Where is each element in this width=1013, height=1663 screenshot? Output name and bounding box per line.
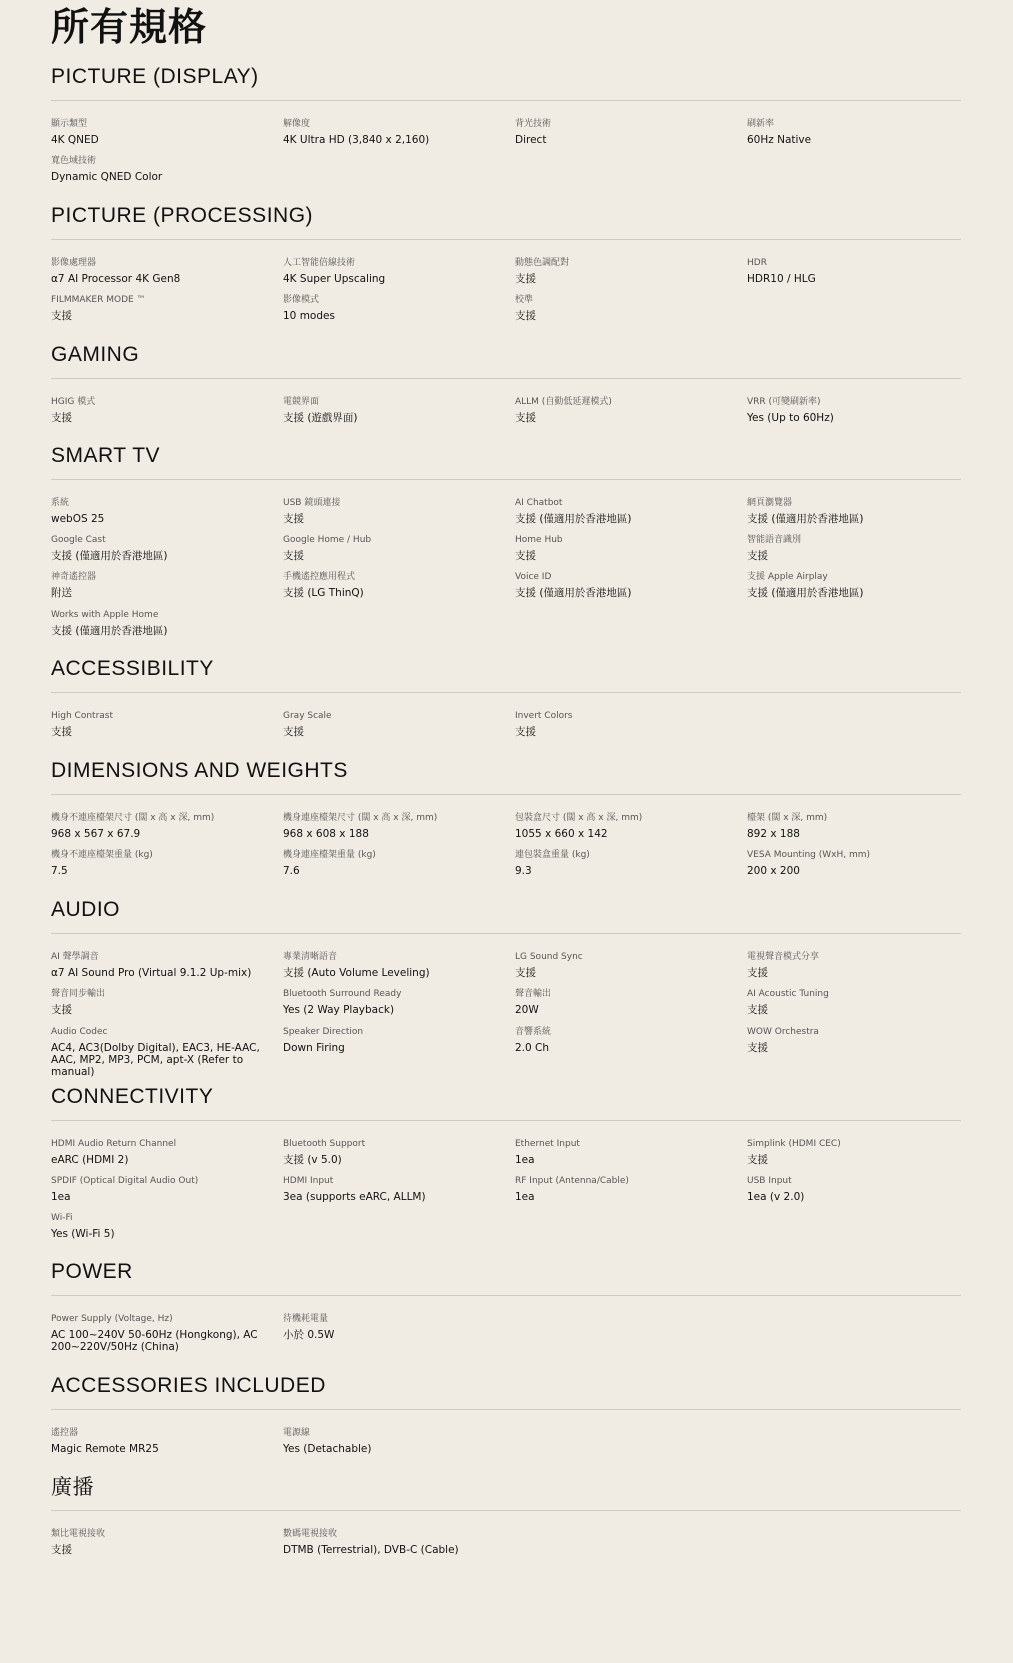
spec-label: VESA Mounting (WxH, mm) bbox=[747, 850, 870, 860]
spec-item bbox=[283, 988, 505, 1016]
section-title: AUDIO bbox=[51, 898, 121, 921]
spec-label: Bluetooth Surround Ready bbox=[283, 989, 402, 999]
spec-item bbox=[747, 1175, 969, 1203]
spec-value: 支援 bbox=[515, 550, 536, 562]
spec-label: 遙控器 bbox=[51, 1428, 79, 1438]
page-title: 所有規格 bbox=[51, 5, 208, 49]
spec-item bbox=[51, 1528, 273, 1556]
spec-item bbox=[283, 257, 505, 285]
spec-value: 4K Ultra HD (3,840 x 2,160) bbox=[283, 134, 430, 146]
spec-value: DTMB (Terrestrial), DVB-C (Cable) bbox=[283, 1544, 459, 1556]
section-title: SMART TV bbox=[51, 444, 161, 467]
spec-item bbox=[283, 534, 505, 562]
spec-item bbox=[51, 1427, 273, 1455]
section-smart-tv bbox=[51, 443, 961, 637]
section-title: CONNECTIVITY bbox=[51, 1085, 214, 1108]
spec-item bbox=[747, 396, 969, 424]
spec-label: Works with Apple Home bbox=[51, 610, 159, 620]
spec-value: 4K Super Upscaling bbox=[283, 273, 386, 285]
spec-label: Invert Colors bbox=[515, 711, 573, 721]
spec-label: High Contrast bbox=[51, 711, 114, 721]
spec-value: α7 AI Sound Pro (Virtual 9.1.2 Up-mix) bbox=[51, 967, 252, 979]
spec-value: 1ea (v 2.0) bbox=[747, 1191, 805, 1203]
spec-label: HDMI Input bbox=[283, 1176, 334, 1186]
spec-label: 電視聲音模式分享 bbox=[747, 952, 820, 962]
spec-label: Gray Scale bbox=[283, 711, 332, 721]
spec-item bbox=[283, 118, 505, 146]
spec-item bbox=[51, 988, 273, 1016]
spec-value: 7.5 bbox=[51, 865, 68, 877]
spec-value: 60Hz Native bbox=[747, 134, 812, 146]
spec-value: Yes (2 Way Playback) bbox=[283, 1004, 395, 1016]
spec-value: 7.6 bbox=[283, 865, 300, 877]
spec-item bbox=[515, 812, 737, 840]
spec-label: LG Sound Sync bbox=[515, 952, 583, 962]
spec-item bbox=[51, 849, 273, 877]
spec-label: 神奇遙控器 bbox=[51, 572, 97, 582]
spec-item bbox=[515, 257, 737, 285]
spec-label: ALLM (自動低延遲模式) bbox=[515, 397, 612, 407]
spec-item bbox=[515, 534, 737, 562]
spec-item bbox=[51, 1212, 273, 1240]
spec-label: 智能語音識別 bbox=[747, 535, 802, 545]
spec-value: 200 x 200 bbox=[747, 865, 800, 877]
spec-item bbox=[515, 710, 737, 738]
spec-label: 背光技術 bbox=[515, 119, 552, 129]
spec-label: 機身不連座檯架重量 (kg) bbox=[51, 850, 153, 860]
spec-label: Ethernet Input bbox=[515, 1139, 580, 1149]
spec-value: AC4, AC3(Dolby Digital), EAC3, HE-AAC, AAC, MP2, MP3, PCM, apt-X (Refer to manual) bbox=[51, 1042, 260, 1078]
section-divider bbox=[51, 479, 961, 480]
spec-value: 支援 bbox=[51, 310, 72, 322]
spec-value: 支援 (僅適用於香港地區) bbox=[747, 587, 864, 599]
spec-item bbox=[747, 988, 969, 1016]
spec-value: 支援 (僅適用於香港地區) bbox=[515, 513, 632, 525]
spec-item bbox=[51, 571, 273, 599]
spec-item bbox=[283, 396, 505, 424]
spec-value: 9.3 bbox=[515, 865, 532, 877]
spec-item bbox=[747, 849, 969, 877]
spec-value: Magic Remote MR25 bbox=[51, 1443, 159, 1455]
spec-item bbox=[515, 951, 737, 979]
spec-item bbox=[51, 1175, 273, 1203]
spec-label: 顯示類型 bbox=[51, 119, 88, 129]
spec-value: 支援 bbox=[515, 726, 536, 738]
spec-label: 手機遙控應用程式 bbox=[283, 572, 356, 582]
spec-item bbox=[283, 1427, 505, 1455]
spec-item bbox=[515, 294, 737, 322]
spec-label: USB Input bbox=[747, 1176, 792, 1186]
section-廣播 bbox=[51, 1474, 961, 1556]
spec-value: α7 AI Processor 4K Gen8 bbox=[51, 273, 181, 285]
spec-label: AI Acoustic Tuning bbox=[747, 989, 829, 999]
spec-item bbox=[515, 497, 737, 525]
spec-label: Speaker Direction bbox=[283, 1027, 364, 1037]
spec-label: Home Hub bbox=[515, 535, 563, 545]
section-divider bbox=[51, 794, 961, 795]
spec-value: 3ea (supports eARC, ALLM) bbox=[283, 1191, 426, 1203]
spec-item bbox=[515, 571, 737, 599]
section-divider bbox=[51, 1120, 961, 1121]
spec-label: 校準 bbox=[515, 295, 534, 305]
spec-value: 支援 bbox=[747, 550, 768, 562]
spec-label: 機身連座檯架尺寸 (闊 x 高 x 深, mm) bbox=[283, 813, 438, 823]
spec-label: FILMMAKER MODE ™ bbox=[51, 295, 146, 305]
spec-value: 支援 bbox=[515, 273, 536, 285]
spec-label: 解像度 bbox=[283, 119, 311, 129]
spec-value: 支援 (僅適用於香港地區) bbox=[51, 625, 168, 637]
section-title: GAMING bbox=[51, 343, 140, 366]
spec-label: 電源線 bbox=[283, 1428, 311, 1438]
spec-item bbox=[51, 497, 273, 525]
spec-item bbox=[51, 294, 273, 322]
section-dimensions-and-weights bbox=[51, 758, 961, 877]
spec-value: Yes (Wi-Fi 5) bbox=[51, 1228, 115, 1240]
section-divider bbox=[51, 378, 961, 379]
section-title: PICTURE (DISPLAY) bbox=[51, 65, 259, 88]
spec-item bbox=[747, 118, 969, 146]
section-audio bbox=[51, 897, 961, 1078]
spec-label: Google Home / Hub bbox=[283, 535, 372, 545]
spec-value: 支援 bbox=[515, 310, 536, 322]
spec-label: 網頁瀏覽器 bbox=[747, 498, 793, 508]
spec-item bbox=[747, 497, 969, 525]
spec-item bbox=[51, 1026, 273, 1078]
spec-label: HDMI Audio Return Channel bbox=[51, 1139, 177, 1149]
spec-item bbox=[515, 1026, 737, 1054]
spec-value: 支援 bbox=[283, 513, 304, 525]
section-title: ACCESSORIES INCLUDED bbox=[51, 1374, 326, 1397]
section-divider bbox=[51, 1510, 961, 1511]
spec-label: VRR (可變刷新率) bbox=[747, 397, 821, 407]
spec-label: 類比電視接收 bbox=[51, 1529, 106, 1539]
spec-label: 支援 Apple Airplay bbox=[747, 572, 828, 582]
spec-label: 寬色域技術 bbox=[51, 156, 97, 166]
spec-label: 檯架 (闊 x 深, mm) bbox=[747, 813, 828, 823]
spec-item bbox=[283, 710, 505, 738]
spec-value: 892 x 188 bbox=[747, 828, 800, 840]
spec-value: 支援 bbox=[283, 726, 304, 738]
section-title: 廣播 bbox=[51, 1475, 94, 1499]
spec-value: 支援 (v 5.0) bbox=[283, 1154, 342, 1166]
spec-value: 支援 bbox=[747, 1004, 768, 1016]
spec-value: 968 x 608 x 188 bbox=[283, 828, 369, 840]
spec-value: 支援 bbox=[747, 1042, 768, 1054]
spec-label: AI 聲學調音 bbox=[51, 952, 99, 962]
spec-value: 1ea bbox=[51, 1191, 71, 1203]
spec-label: Audio Codec bbox=[51, 1027, 108, 1037]
section-title: POWER bbox=[51, 1260, 133, 1283]
spec-value: Dynamic QNED Color bbox=[51, 171, 163, 183]
spec-label: 包裝盒尺寸 (闊 x 高 x 深, mm) bbox=[515, 813, 643, 823]
spec-value: 支援 (Auto Volume Leveling) bbox=[283, 967, 430, 979]
spec-item bbox=[747, 534, 969, 562]
spec-item bbox=[51, 710, 273, 738]
spec-item bbox=[747, 1026, 969, 1054]
spec-value: Down Firing bbox=[283, 1042, 345, 1054]
spec-label: 連包裝盒重量 (kg) bbox=[515, 850, 590, 860]
spec-item bbox=[515, 1138, 737, 1166]
spec-label: WOW Orchestra bbox=[747, 1027, 819, 1037]
spec-label: 數碼電視接收 bbox=[283, 1529, 338, 1539]
spec-item bbox=[515, 118, 737, 146]
section-divider bbox=[51, 1295, 961, 1296]
spec-item bbox=[51, 609, 273, 637]
spec-item bbox=[51, 534, 273, 562]
spec-label: 人工智能倍線技術 bbox=[283, 258, 356, 268]
spec-value: HDR10 / HLG bbox=[747, 273, 816, 285]
section-divider bbox=[51, 100, 961, 101]
section-title: ACCESSIBILITY bbox=[51, 657, 214, 680]
section-divider bbox=[51, 933, 961, 934]
spec-item bbox=[283, 294, 505, 322]
spec-value: 小於 0.5W bbox=[283, 1329, 335, 1341]
spec-label: 音響系統 bbox=[515, 1027, 552, 1037]
spec-label: 影像處理器 bbox=[51, 258, 97, 268]
spec-item bbox=[515, 1175, 737, 1203]
section-divider bbox=[51, 692, 961, 693]
spec-label: USB 鏡頭連接 bbox=[283, 498, 341, 508]
spec-label: RF Input (Antenna/Cable) bbox=[515, 1176, 629, 1186]
spec-value: Direct bbox=[515, 134, 547, 146]
spec-value: 支援 (LG ThinQ) bbox=[283, 587, 364, 599]
spec-item bbox=[51, 396, 273, 424]
spec-value: 1ea bbox=[515, 1154, 535, 1166]
spec-item bbox=[515, 988, 737, 1016]
spec-item bbox=[283, 1313, 505, 1341]
spec-label: Power Supply (Voltage, Hz) bbox=[51, 1314, 173, 1324]
spec-label: SPDIF (Optical Digital Audio Out) bbox=[51, 1176, 199, 1186]
spec-value: 支援 (僅適用於香港地區) bbox=[51, 550, 168, 562]
spec-item bbox=[51, 118, 273, 146]
spec-item bbox=[283, 849, 505, 877]
spec-value: 支援 (遊戲界面) bbox=[283, 412, 358, 424]
spec-value: 20W bbox=[515, 1004, 539, 1016]
spec-value: 4K QNED bbox=[51, 134, 99, 146]
section-divider bbox=[51, 1409, 961, 1410]
spec-item bbox=[283, 497, 505, 525]
spec-value: Yes (Up to 60Hz) bbox=[747, 412, 834, 424]
section-connectivity bbox=[51, 1084, 961, 1240]
spec-value: 支援 bbox=[51, 1004, 72, 1016]
spec-item bbox=[283, 571, 505, 599]
spec-value: 支援 bbox=[747, 1154, 768, 1166]
spec-value: AC 100~240V 50-60Hz (Hongkong), AC 200~220V/50Hz (China) bbox=[51, 1329, 258, 1353]
spec-value: 支援 bbox=[747, 967, 768, 979]
spec-item bbox=[747, 1138, 969, 1166]
spec-label: 專業清晰語音 bbox=[283, 952, 338, 962]
spec-value: 支援 bbox=[515, 412, 536, 424]
spec-value: 支援 bbox=[51, 1544, 72, 1556]
spec-value: Yes (Detachable) bbox=[283, 1443, 372, 1455]
spec-label: Wi-Fi bbox=[51, 1213, 73, 1223]
spec-item bbox=[51, 155, 273, 183]
section-picture-processing bbox=[51, 203, 961, 322]
spec-label: 影像模式 bbox=[283, 295, 320, 305]
spec-label: AI Chatbot bbox=[515, 498, 563, 508]
spec-value: eARC (HDMI 2) bbox=[51, 1154, 129, 1166]
spec-item bbox=[283, 1138, 505, 1166]
spec-value: 支援 bbox=[515, 967, 536, 979]
spec-item bbox=[283, 1528, 505, 1556]
section-accessibility bbox=[51, 656, 961, 738]
spec-value: 支援 bbox=[51, 726, 72, 738]
spec-label: 機身連座檯架重量 (kg) bbox=[283, 850, 376, 860]
section-title: PICTURE (PROCESSING) bbox=[51, 204, 314, 227]
spec-value: 2.0 Ch bbox=[515, 1042, 550, 1054]
spec-item bbox=[515, 849, 737, 877]
section-power bbox=[51, 1259, 961, 1353]
spec-item bbox=[283, 951, 505, 979]
spec-value: 1055 x 660 x 142 bbox=[515, 828, 608, 840]
spec-label: HDR bbox=[747, 258, 767, 268]
spec-value: 支援 bbox=[283, 550, 304, 562]
spec-item bbox=[51, 812, 273, 840]
spec-label: 聲音同步輸出 bbox=[51, 989, 106, 999]
spec-label: Google Cast bbox=[51, 535, 106, 545]
spec-value: 支援 (僅適用於香港地區) bbox=[515, 587, 632, 599]
spec-label: Simplink (HDMI CEC) bbox=[747, 1139, 841, 1149]
spec-label: 機身不連座檯架尺寸 (闊 x 高 x 深, mm) bbox=[51, 813, 215, 823]
spec-label: 系統 bbox=[51, 498, 70, 508]
spec-value: 支援 (僅適用於香港地區) bbox=[747, 513, 864, 525]
spec-value: webOS 25 bbox=[51, 513, 105, 525]
spec-item bbox=[747, 571, 969, 599]
spec-value: 附送 bbox=[51, 587, 72, 599]
section-title: DIMENSIONS AND WEIGHTS bbox=[51, 759, 348, 782]
spec-item bbox=[51, 951, 273, 979]
spec-item bbox=[283, 1175, 505, 1203]
section-picture-display bbox=[51, 64, 961, 183]
spec-label: Voice ID bbox=[515, 572, 552, 582]
spec-item bbox=[747, 812, 969, 840]
spec-item bbox=[283, 812, 505, 840]
spec-item bbox=[747, 951, 969, 979]
section-gaming bbox=[51, 342, 961, 424]
spec-label: 待機耗電量 bbox=[283, 1314, 329, 1324]
spec-label: 刷新率 bbox=[747, 119, 775, 129]
spec-value: 1ea bbox=[515, 1191, 535, 1203]
section-divider bbox=[51, 239, 961, 240]
spec-item bbox=[51, 257, 273, 285]
spec-item bbox=[51, 1138, 273, 1166]
spec-label: Bluetooth Support bbox=[283, 1139, 366, 1149]
spec-label: HGIG 模式 bbox=[51, 397, 96, 407]
spec-value: 968 x 567 x 67.9 bbox=[51, 828, 141, 840]
spec-value: 10 modes bbox=[283, 310, 335, 322]
spec-label: 動態色調配對 bbox=[515, 258, 570, 268]
spec-item bbox=[51, 1313, 273, 1353]
spec-label: 聲音輸出 bbox=[515, 989, 552, 999]
section-accessories-included bbox=[51, 1373, 961, 1455]
spec-item bbox=[283, 1026, 505, 1054]
spec-item bbox=[515, 396, 737, 424]
spec-item bbox=[747, 257, 969, 285]
spec-label: 電競界面 bbox=[283, 397, 320, 407]
spec-value: 支援 bbox=[51, 412, 72, 424]
